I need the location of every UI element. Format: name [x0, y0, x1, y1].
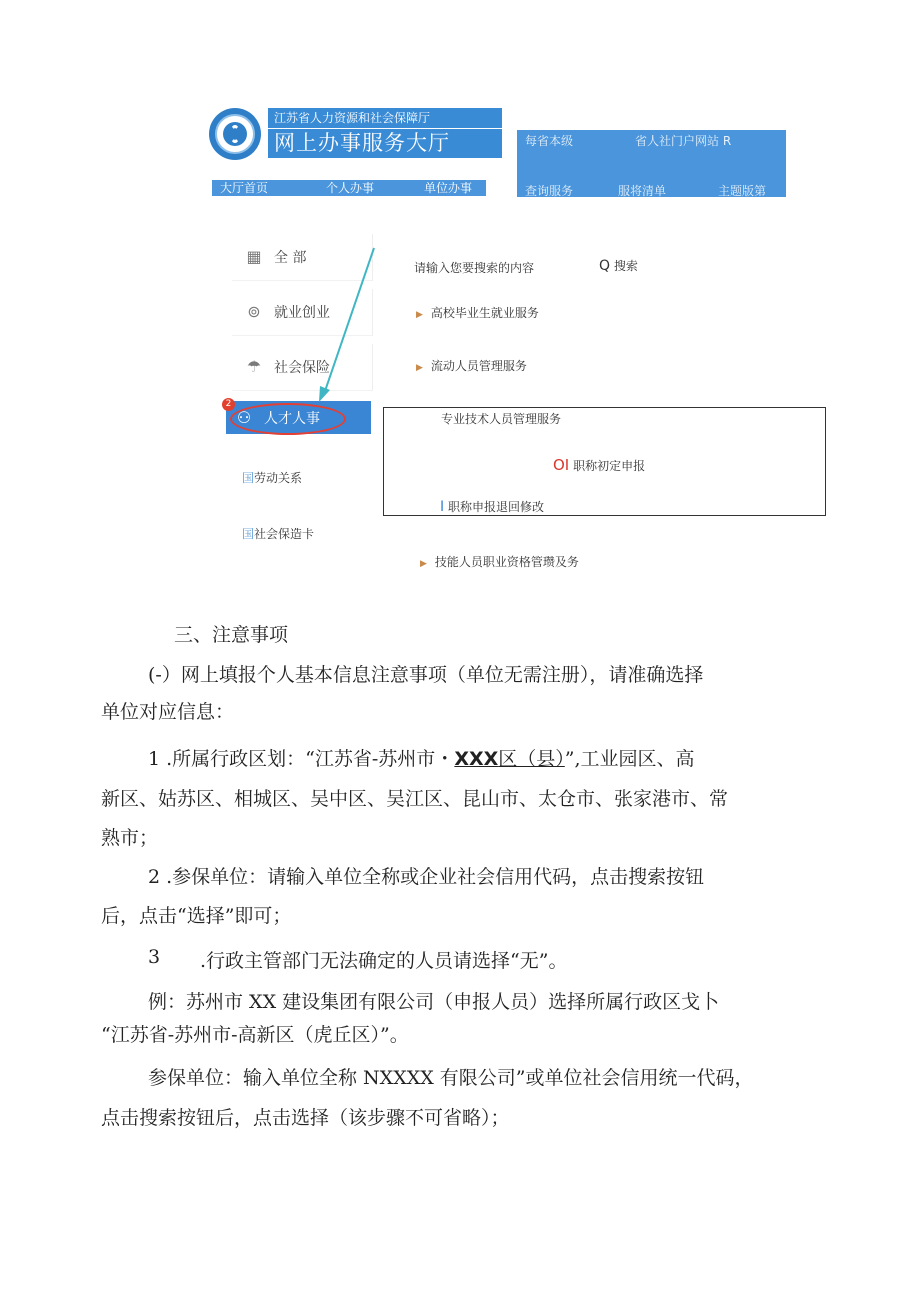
logo-ring	[215, 114, 255, 154]
sub-category-labor[interactable]	[242, 469, 302, 486]
example-line-2: “江苏省-苏州市-高新区（虎丘区）”。	[101, 1024, 409, 1046]
hall-title: 网上办事服务大厅	[268, 129, 502, 158]
service-list-link[interactable]: 服将清单	[618, 184, 667, 198]
top-right-panel	[517, 130, 786, 197]
sub-category-card[interactable]	[242, 525, 314, 542]
logo	[209, 108, 261, 160]
category-label: 社会保险	[274, 360, 330, 376]
service-title-apply[interactable]	[553, 456, 645, 474]
square-icon: 国	[242, 471, 255, 485]
service-label: 流动人员管理服务	[430, 359, 527, 373]
search-button-label: 搜索	[613, 259, 638, 273]
section-title: 三、注意事项	[174, 624, 289, 646]
item-2-line-2: 后，点击“选择”即可；	[101, 905, 292, 927]
portal-link[interactable]: 省人社门户网站 R	[635, 134, 732, 148]
item-1-text: 1 .所属行政区划：“江苏省-苏州市・	[148, 748, 455, 770]
employment-icon: ⊚	[247, 302, 261, 321]
paragraph-1-line-2: 单位对应信息：	[101, 701, 235, 723]
service-professional[interactable]: 专业技术人员管理服务	[441, 412, 562, 426]
service-label: 高校毕业生就业服务	[430, 306, 539, 320]
nav-unit[interactable]: 单位办事	[424, 181, 473, 195]
title-apply-marker: OI	[553, 456, 570, 474]
item-1-text-end: ”,工业园区、高	[564, 748, 695, 770]
search-icon: Q	[599, 258, 611, 274]
service-label: 职称申报退回修改	[447, 500, 544, 514]
org-name: 江苏省人力资源和社会保障厅	[268, 108, 502, 128]
item-2-line-1: 2 .参保单位：请输入单位全称或企业社会信用代码，点击搜索按钮	[148, 866, 705, 888]
item-1-line-3: 熟市；	[101, 827, 159, 849]
item-1-underlined: 区（县）	[498, 748, 565, 770]
service-title-return[interactable]	[440, 498, 544, 515]
nav-personal[interactable]: 个人办事	[326, 181, 375, 195]
triangle-right-icon: ▶	[416, 310, 423, 320]
category-label: 人才人事	[264, 410, 320, 427]
item-1-line-1	[148, 744, 695, 771]
nav-home[interactable]: 大厅首页	[220, 181, 269, 195]
square-icon: 国	[242, 527, 255, 541]
grid-icon: ▦	[246, 247, 262, 266]
unit-line-2: 点击搜索按钮后，点击选择（该步骤不可省略）；	[101, 1107, 510, 1129]
search-button[interactable]	[599, 257, 638, 274]
item-3-text: .行政主管部门无法确定的人员请选择“无”。	[200, 950, 568, 972]
triangle-right-icon: ▶	[420, 559, 427, 569]
service-mobile[interactable]	[416, 357, 527, 374]
triangle-right-icon: ▶	[416, 363, 423, 373]
service-label: 职称初定申报	[573, 459, 646, 473]
theme-link[interactable]: 主题版第	[718, 184, 767, 198]
query-service-link[interactable]: 查询服务	[525, 184, 574, 198]
item-3-number: 3	[148, 946, 161, 968]
title-return-marker: I	[440, 499, 445, 515]
example-line-1: 例：苏州市 XX 建设集团有限公司（申报人员）选择所属行政区戈卜	[148, 991, 720, 1013]
unit-line-1: 参保单位：输入单位全称 NXXXX 有限公司”或单位社会信用统一代码，	[148, 1067, 754, 1089]
step-badge: 2	[222, 398, 235, 411]
province-level-link[interactable]: 每省本级	[525, 134, 574, 148]
sub-category-label: 劳动关系	[254, 471, 303, 485]
service-label: 技能人员职业资格管瓒及务	[434, 555, 579, 569]
people-icon: ⚇	[236, 408, 252, 427]
umbrella-icon: ☂	[246, 357, 262, 376]
paragraph-1-line-1: (-）网上填报个人基本信息注意事项（单位无需注册），请准确选择	[148, 664, 704, 686]
nav-bar	[212, 180, 486, 196]
item-1-line-2: 新区、姑苏区、相城区、吴中区、吴江区、昆山市、太仓市、张家港市、常	[101, 788, 729, 810]
logo-emblem-icon	[223, 122, 247, 146]
annotation-arrow-icon	[310, 244, 380, 409]
service-graduate[interactable]	[416, 304, 539, 321]
service-skilled[interactable]	[420, 553, 579, 570]
category-label: 全 部	[274, 250, 307, 266]
search-input[interactable]: 请输入您要搜索的内容	[414, 261, 535, 275]
item-1-bold: XXX	[454, 748, 499, 770]
sub-category-label: 社会保造卡	[254, 527, 315, 541]
category-label: 就业创业	[274, 305, 330, 321]
